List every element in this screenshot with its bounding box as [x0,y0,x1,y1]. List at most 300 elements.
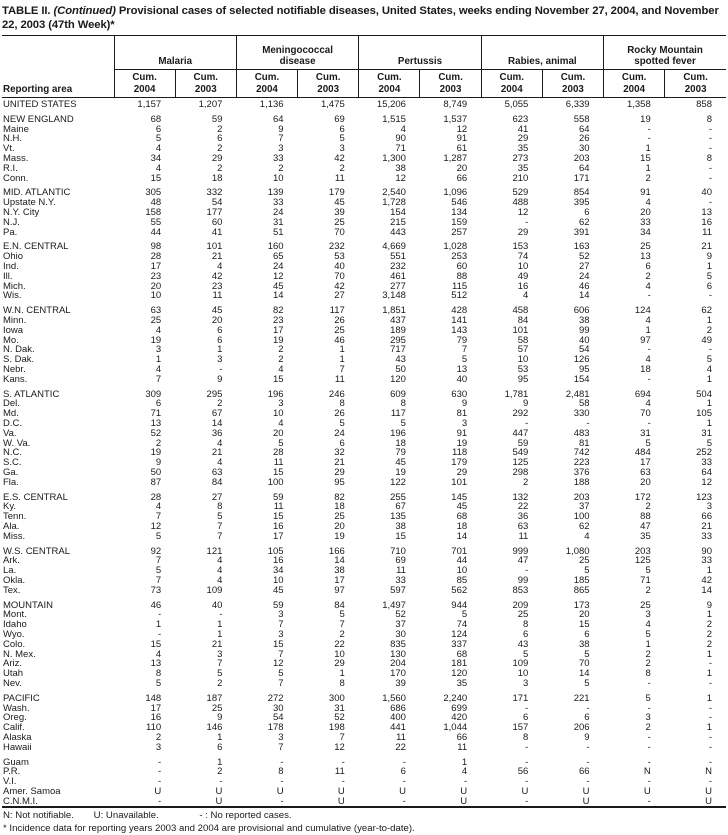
value-cell: 44 [150,226,162,238]
value-cell: 11 [396,565,406,577]
value-cell: 8 [339,677,345,689]
value-cell: 443 [390,226,406,238]
value-cell: 24 [273,261,284,273]
value-cell: 2 [645,501,651,513]
value-cell: 35 [517,162,529,174]
value-cell: 21 [211,447,223,459]
value-cell: 100 [267,476,284,488]
value-cell: 686 [390,702,406,714]
value-cell: 95 [578,364,590,376]
value-cell: 33 [640,216,651,228]
value-cell: 11 [273,457,284,469]
value-cell: 12 [701,476,712,488]
value-cell: 21 [211,638,223,650]
table-title-prefix: TABLE II. [2,5,51,17]
value-cell: 4 [645,398,651,410]
table-row [2,743,726,753]
value-cell: 1,497 [382,599,406,611]
value-cell: 6 [523,628,529,640]
value-cell: 20 [456,162,468,174]
value-cell: 1,537 [443,113,468,125]
value-cell: 232 [390,261,406,273]
value-cell: 84 [517,315,529,327]
reporting-area-cell: Tex. [3,584,21,596]
value-cell: 88 [640,511,651,523]
reporting-area-cell: Alaska [3,731,32,743]
value-cell: 49 [701,334,712,346]
value-cell: 33 [701,457,712,469]
reporting-area-cell: V.I. [3,776,17,788]
value-cell: 6 [339,437,345,449]
value-cell: 4 [461,766,468,778]
value-cell: 45 [211,305,223,317]
reporting-area-cell: Nev. [3,677,22,689]
value-cell: - [708,677,712,689]
value-cell: 8 [523,619,529,631]
value-cell: 3 [278,398,284,410]
value-cell: 29 [456,466,468,478]
value-cell: 699 [451,702,468,714]
value-cell: 125 [512,457,529,469]
value-cell: 209 [512,599,529,611]
value-cell: 146 [206,722,223,734]
table-row [2,478,726,488]
value-cell: 18 [334,501,345,513]
reporting-area-cell: C.N.M.I. [3,795,38,807]
reporting-area-cell: S. ATLANTIC [3,388,60,400]
value-cell: 25 [578,555,590,567]
value-cell: 26 [334,315,345,327]
value-cell: - [525,702,529,714]
value-cell: 4 [645,354,651,366]
value-cell: 999 [512,545,529,557]
value-cell: 15 [150,638,162,650]
value-cell: 24 [273,207,284,219]
value-cell: 159 [451,216,468,228]
value-cell: 187 [206,692,223,704]
value-cell: 15 [150,172,162,184]
value-cell: 82 [334,491,345,503]
value-cell: 52 [578,251,590,263]
value-cell: 546 [451,197,468,209]
value-cell: U [215,785,223,797]
value-cell: 31 [273,216,284,228]
value-cell: 7 [278,677,284,689]
value-cell: 66 [578,766,590,778]
value-cell: 120 [451,668,468,680]
value-cell: - [708,741,712,753]
value-cell: - [708,756,712,768]
value-cell: 45 [456,501,468,513]
value-cell: 31 [640,427,651,439]
value-cell: 63 [211,466,223,478]
value-cell: 124 [451,628,468,640]
reporting-area-cell: Ga. [3,466,19,478]
value-cell: 4 [155,324,162,336]
value-cell: 41 [517,123,529,135]
value-cell: 6 [706,280,712,292]
table-row [2,188,726,198]
value-cell: 172 [634,491,651,503]
value-cell: - [219,609,223,621]
value-cell: 11 [334,766,345,778]
value-cell: - [402,795,406,807]
value-cell: 25 [334,511,345,523]
table-row [2,390,726,400]
reporting-area-cell: PACIFIC [3,692,40,704]
value-cell: 68 [456,648,468,660]
reporting-area-cell: Ark. [3,555,20,567]
value-cell: 835 [390,638,406,650]
value-cell: 36 [517,511,529,523]
value-cell: 5 [706,354,712,366]
value-cell: 4 [155,162,162,174]
table-row [2,154,726,164]
value-cell: U [582,795,590,807]
value-cell: 3 [278,628,284,640]
value-cell: 33 [701,555,712,567]
value-cell: 123 [696,491,712,503]
value-cell: 29 [517,133,529,145]
table-row [2,723,726,733]
value-cell: 58 [578,398,590,410]
value-cell: 1 [706,668,712,680]
value-cell: 22 [395,741,406,753]
column-header-meningococcal-2003: Cum. 2003 [298,70,359,98]
reporting-area-cell: W.S. CENTRAL [3,545,71,557]
value-cell: 854 [573,187,590,199]
value-cell: 91 [640,187,651,199]
value-cell: 2 [645,584,651,596]
value-cell: 447 [512,427,529,439]
table-row [2,787,726,797]
reporting-area-cell: Mont. [3,609,27,621]
column-header-rabies-2004: Cum. 2004 [481,70,542,98]
legend-not-notifiable: N: Not notifiable. [3,810,74,822]
value-cell: 5 [155,133,162,145]
value-cell: 2 [278,344,284,356]
value-cell: 6 [400,766,406,778]
value-cell: 437 [390,315,406,327]
value-cell: 158 [145,207,162,219]
value-cell: 23 [150,270,162,282]
value-cell: 2 [217,123,223,135]
value-cell: 25 [640,599,651,611]
value-cell: 120 [390,373,406,385]
value-cell: 40 [334,261,345,273]
value-cell: 1,300 [382,153,406,165]
value-cell: 28 [150,251,162,263]
value-cell: 332 [206,187,223,199]
value-cell: 488 [512,197,529,209]
value-cell: - [158,756,162,768]
value-cell: 13 [701,207,712,219]
table-row [2,586,726,596]
value-cell: 90 [395,133,406,145]
value-cell: 5 [339,609,345,621]
reporting-area-cell: Wyo. [3,628,25,640]
value-cell: 20 [640,207,651,219]
table-header [2,36,726,98]
value-cell: 130 [390,648,406,660]
value-cell: - [586,702,590,714]
value-cell: 1,136 [259,99,284,111]
reporting-area-cell: Maine [3,123,29,135]
value-cell: 179 [328,187,345,199]
value-cell: 6 [584,628,590,640]
value-cell: 11 [702,226,712,238]
value-cell: 2,240 [443,692,468,704]
value-cell: 70 [578,658,590,670]
value-cell: 59 [273,491,284,503]
value-cell: 5 [339,418,345,429]
value-cell: 196 [267,388,284,400]
value-cell: 2 [645,722,651,734]
table-row [2,228,726,238]
value-cell: 70 [334,270,345,282]
reporting-area-cell: N. Mex. [3,648,36,660]
value-cell: 59 [273,599,284,611]
value-cell: 512 [451,290,468,302]
reporting-area-cell: E.S. CENTRAL [3,491,68,503]
value-cell: 12 [334,741,345,753]
value-cell: 34 [150,153,162,165]
value-cell: 33 [273,153,284,165]
value-cell: 461 [390,270,406,282]
value-cell: 15 [273,466,284,478]
value-cell: 97 [640,334,651,346]
value-cell: 9 [706,599,712,611]
value-cell: 143 [451,324,468,336]
value-cell: 101 [451,476,468,488]
value-cell: 14 [273,290,284,302]
value-cell: - [525,418,529,429]
value-cell: 4 [400,123,406,135]
value-cell: 40 [211,599,223,611]
reporting-area-cell: Del. [3,398,20,410]
value-cell: 33 [273,197,284,209]
value-cell: U [460,795,468,807]
value-cell: 5 [645,692,651,704]
value-cell: 58 [517,334,529,346]
value-cell: 1,096 [443,187,468,199]
value-cell: 3 [461,418,468,429]
value-cell: 203 [573,491,590,503]
value-cell: 16 [273,555,284,567]
value-cell: 25 [334,324,345,336]
value-cell: 2 [645,270,651,282]
value-cell: 8 [339,398,345,410]
value-cell: 15 [273,373,284,385]
value-cell: - [280,795,284,807]
value-cell: 1 [706,261,712,273]
table-row [2,125,726,135]
value-cell: 64 [578,162,590,174]
value-cell: 9 [584,731,590,743]
value-cell: 91 [456,427,468,439]
value-cell: 3 [217,354,223,366]
table-row [2,679,726,689]
value-cell: 25 [334,216,345,228]
value-cell: - [525,776,529,788]
value-cell: 11 [396,731,406,743]
value-cell: 177 [206,207,223,219]
value-cell: 160 [267,241,284,253]
value-cell: 62 [701,305,712,317]
value-cell: 4 [155,501,162,513]
value-cell: 10 [273,172,284,184]
value-cell: 853 [512,584,529,596]
value-cell: 2 [155,731,162,743]
reporting-area-cell: Md. [3,408,19,420]
value-cell: 441 [390,722,406,734]
value-cell: - [647,290,651,302]
value-cell: 395 [573,197,590,209]
table-row [2,419,726,429]
value-cell: 858 [696,99,712,111]
value-cell: 1 [155,354,162,366]
value-cell: - [402,776,406,788]
value-cell: 5 [645,437,651,449]
value-cell: 31 [701,427,712,439]
value-cell: 10 [273,574,284,586]
value-cell: 3 [155,741,162,753]
value-cell: U [521,785,529,797]
value-cell: 6 [584,712,590,724]
value-cell: 8 [278,766,284,778]
provisional-note: * Incidence data for reporting years 2003 and 2004 are provisional and cumulative (year-to-date). [3,822,415,834]
value-cell: 9 [278,123,284,135]
value-cell: 203 [634,545,651,557]
value-cell: 3 [645,712,651,724]
value-cell: 4 [645,197,651,209]
table-row [2,98,726,110]
table-row [2,134,726,144]
value-cell: 23 [211,280,223,292]
value-cell: 12 [517,207,529,219]
value-cell: - [708,143,712,155]
value-cell: 196 [390,427,406,439]
column-group-malaria: Malaria [114,36,236,70]
value-cell: 95 [517,373,529,385]
value-cell: 25 [640,241,651,253]
value-cell: 742 [573,447,590,459]
value-cell: 54 [211,197,223,209]
value-cell: 60 [211,216,223,228]
value-cell: 50 [150,466,162,478]
value-cell: 210 [512,172,529,184]
reporting-area-cell: N.H. [3,133,22,145]
value-cell: 37 [395,619,406,631]
value-cell: 64 [701,466,712,478]
value-cell: 44 [456,555,468,567]
value-cell: 206 [573,722,590,734]
value-cell: U [460,785,468,797]
value-cell: 38 [578,638,590,650]
value-cell: 7 [155,574,162,586]
table-row [2,566,726,576]
value-cell: 400 [390,712,406,724]
reporting-area-cell: Oreg. [3,712,27,724]
value-cell: 221 [573,692,590,704]
table-row [2,767,726,777]
value-cell: 5 [155,530,162,542]
value-cell: 16 [701,216,712,228]
value-cell: 7 [339,364,345,376]
table-row [2,355,726,365]
value-cell: 109 [512,658,529,670]
value-cell: - [647,677,651,689]
value-cell: 65 [273,251,284,263]
value-cell: - [341,776,345,788]
value-cell: 10 [334,648,345,660]
value-cell: 24 [578,270,590,282]
value-cell: 551 [390,251,406,263]
value-cell: U [337,795,345,807]
value-cell: 10 [517,668,529,680]
value-cell: 8 [400,398,406,410]
table-row [2,650,726,660]
value-cell: 1,781 [504,388,529,400]
value-cell: U [643,785,651,797]
value-cell: 14 [334,555,345,567]
value-cell: 25 [150,315,162,327]
table-row [2,493,726,503]
value-cell: 118 [452,447,468,459]
table-row [2,576,726,586]
legend-line [3,810,726,822]
value-cell: 15 [273,511,284,523]
value-cell: 5 [645,628,651,640]
reporting-area-cell: Nebr. [3,364,26,376]
value-cell: - [708,197,712,209]
value-cell: 2,540 [382,187,406,199]
value-cell: 12 [150,520,162,532]
column-header-rmsf-2003: Cum. 2003 [665,70,726,98]
value-cell: 1 [461,756,468,768]
value-cell: 51 [273,226,284,238]
legend-unavailable: U: Unavailable. [93,810,159,822]
value-cell: - [525,795,529,807]
value-cell: 1 [706,565,712,577]
reporting-area-cell: D.C. [3,418,22,429]
value-cell: - [158,795,162,807]
value-cell: 257 [451,226,468,238]
value-cell: 198 [328,722,345,734]
value-cell: 88 [456,270,468,282]
reporting-area-cell: E.N. CENTRAL [3,241,69,253]
value-cell: 15 [640,153,651,165]
value-cell: 2 [706,324,712,336]
value-cell: 609 [390,388,406,400]
value-cell: 20 [578,609,590,621]
value-cell: 101 [512,324,529,336]
value-cell: 121 [206,545,223,557]
value-cell: - [708,712,712,724]
value-cell: 11 [273,501,284,513]
value-cell: 71 [150,408,162,420]
value-cell: U [276,785,284,797]
value-cell: 33 [395,574,406,586]
reporting-area-cell: S.C. [3,457,22,469]
value-cell: - [647,418,651,429]
reporting-area-cell: Wash. [3,702,30,714]
table-body [2,98,726,808]
value-cell: - [647,776,651,788]
value-cell: 2 [706,619,712,631]
value-cell: 4 [645,280,651,292]
reporting-area-cell: P.R. [3,766,21,778]
